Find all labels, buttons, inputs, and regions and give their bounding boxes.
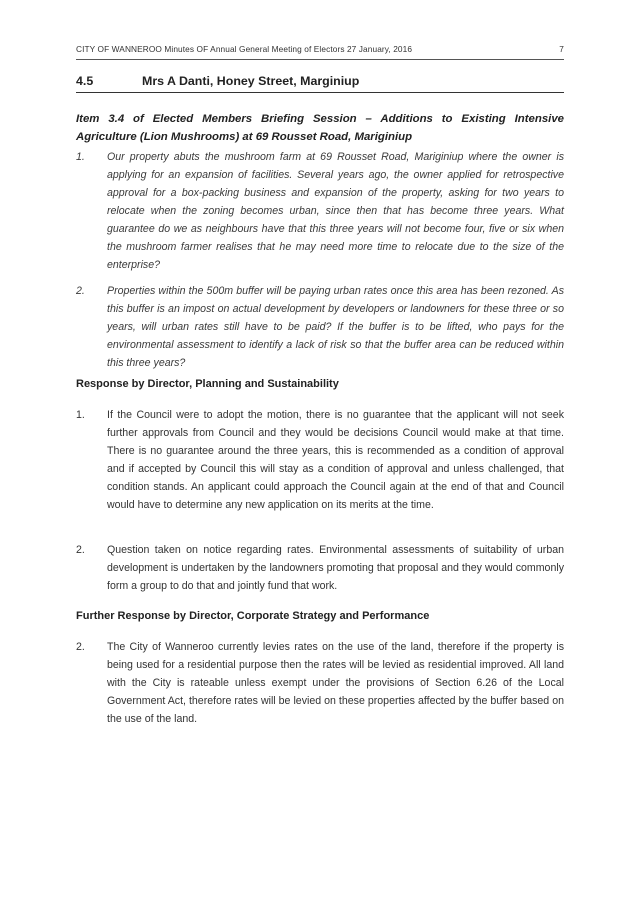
question-text: Our property abuts the mushroom farm at 69 Rousset Road, Mariginiup where the owner is applying for an expansion of facilities. Several years ago, the owner applied for retrospective approval for a box-packing business and expansion of the property, asking for two years to relocate when the zoning becomes urban, since then that has become three years. What guarantee do we as neighbours have that this three years will not become four, five or six when the mushroom farmer realises that he may need more time to relocate due to the size of the enterprise? bbox=[107, 151, 564, 271]
item-title: Item 3.4 of Elected Members Briefing Session – Additions to Existing Intensive Agriculture (Lion Mushrooms) at 69 Rousset Road, Mariginiup bbox=[76, 113, 564, 143]
section-number: 4.5 bbox=[76, 74, 94, 88]
question-2 bbox=[76, 282, 564, 372]
page-number: 7 bbox=[559, 44, 564, 54]
running-header-title: CITY OF WANNEROO Minutes OF Annual General Meeting of Electors 27 January, 2016 bbox=[76, 44, 413, 54]
further-response-2 bbox=[76, 638, 564, 728]
section-heading bbox=[76, 74, 564, 88]
running-header bbox=[76, 44, 564, 54]
response-number: 2. bbox=[76, 641, 85, 653]
response-text: Question taken on notice regarding rates. Environmental assessments of suitability of urban development is undertaken by the landowners promoting that proposal and they would commonly form a group to do that and jointly fund that work. bbox=[107, 544, 564, 592]
response-number: 2. bbox=[76, 544, 85, 556]
further-response-heading: Further Response by Director, Corporate Strategy and Performance bbox=[76, 610, 430, 622]
question-number: 2. bbox=[76, 285, 85, 297]
question-number: 1. bbox=[76, 151, 85, 163]
response-2 bbox=[76, 541, 564, 595]
section-heading-rule bbox=[76, 92, 564, 93]
question-1 bbox=[76, 148, 564, 274]
response-heading: Response by Director, Planning and Sustainability bbox=[76, 378, 339, 390]
header-rule bbox=[76, 59, 564, 60]
response-text: The City of Wanneroo currently levies rates on the use of the land, therefore if the property is being used for a residential purpose then the rates will be levied as residential improved. All land with the City is rateable unless exempt under the provisions of Section 6.26 of the Local Government Act, therefore rates will be levied on these properties affected by the buffer based on the use of the land. bbox=[107, 641, 564, 725]
section-title: Mrs A Danti, Honey Street, Marginiup bbox=[142, 74, 360, 88]
response-1 bbox=[76, 406, 564, 514]
response-number: 1. bbox=[76, 409, 85, 421]
question-text: Properties within the 500m buffer will be paying urban rates once this area has been rezoned. As this buffer is an impost on actual development by developers or landowners for these three or so years, will urban rates still have to be paid? If the buffer is to be lifted, who pays for the environmental assessment to identify a lack of risk so that the buffer area can be reduced within this three years? bbox=[107, 285, 564, 369]
response-text: If the Council were to adopt the motion, there is no guarantee that the applicant will not seek further approvals from Council and they would be decisions Council would make at that time. There is no guarantee around the three years, this is recommended as a condition of approval and if accepted by Council this will stay as a condition of approval and unless challenged, that condition stands. An applicant could approach the Council again at the end of that and Council would have to determine any new application on its merits at the time. bbox=[107, 409, 564, 511]
